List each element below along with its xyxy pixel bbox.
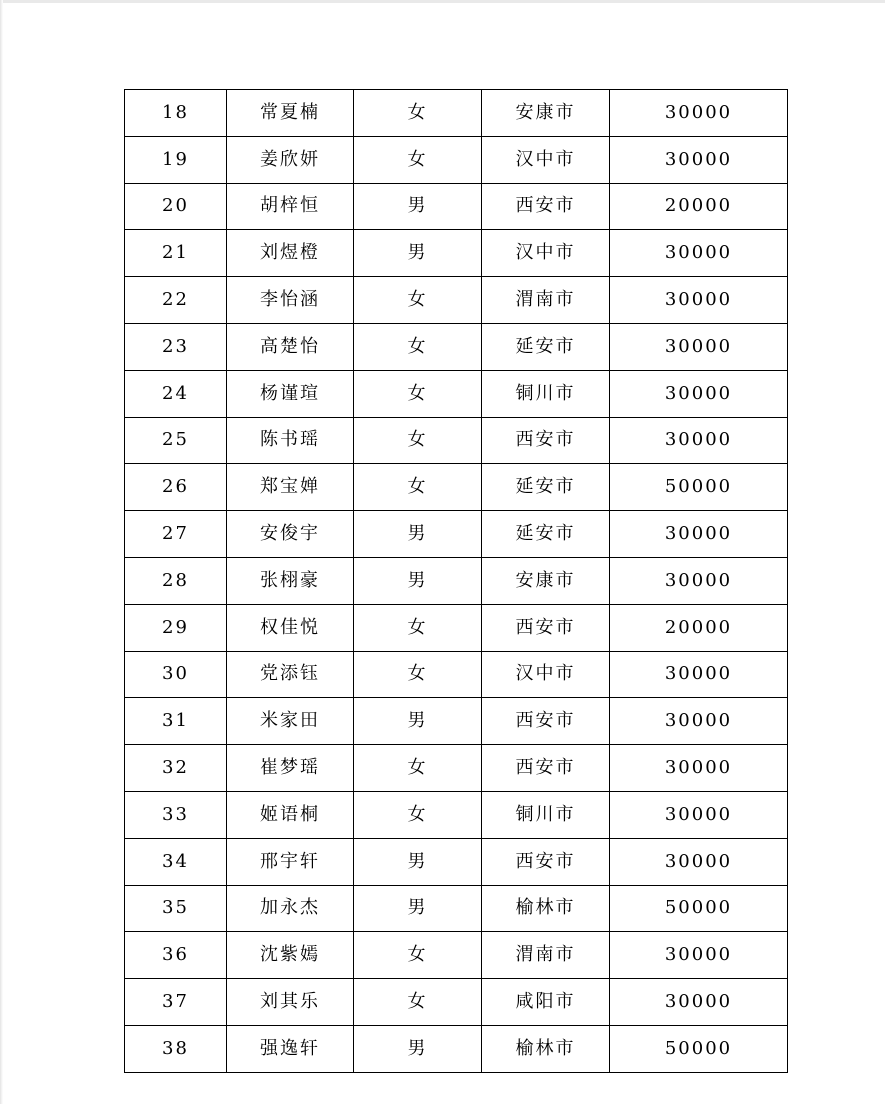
cell-number: 19 bbox=[125, 136, 227, 183]
table-row bbox=[125, 698, 788, 745]
cell-city: 榆林市 bbox=[482, 1025, 610, 1072]
cell-number: 30 bbox=[125, 651, 227, 698]
cell-number: 37 bbox=[125, 979, 227, 1026]
page-top-edge bbox=[0, 0, 885, 3]
cell-amount: 20000 bbox=[610, 604, 788, 651]
cell-name: 米家田 bbox=[227, 698, 354, 745]
cell-gender: 女 bbox=[354, 90, 482, 137]
cell-name: 权佳悦 bbox=[227, 604, 354, 651]
cell-city: 延安市 bbox=[482, 511, 610, 558]
cell-number: 26 bbox=[125, 464, 227, 511]
cell-amount: 30000 bbox=[610, 745, 788, 792]
cell-number: 34 bbox=[125, 838, 227, 885]
roster-table-body bbox=[125, 90, 788, 1073]
cell-city: 汉中市 bbox=[482, 136, 610, 183]
cell-amount: 30000 bbox=[610, 698, 788, 745]
cell-gender: 男 bbox=[354, 557, 482, 604]
cell-number: 32 bbox=[125, 745, 227, 792]
cell-amount: 30000 bbox=[610, 323, 788, 370]
cell-amount: 30000 bbox=[610, 932, 788, 979]
table-row bbox=[125, 745, 788, 792]
table-row bbox=[125, 370, 788, 417]
cell-city: 西安市 bbox=[482, 604, 610, 651]
cell-city: 延安市 bbox=[482, 323, 610, 370]
cell-city: 安康市 bbox=[482, 557, 610, 604]
cell-number: 21 bbox=[125, 230, 227, 277]
cell-name: 刘煜橙 bbox=[227, 230, 354, 277]
cell-city: 西安市 bbox=[482, 183, 610, 230]
cell-name: 崔梦瑶 bbox=[227, 745, 354, 792]
cell-number: 28 bbox=[125, 557, 227, 604]
table-row bbox=[125, 932, 788, 979]
cell-number: 22 bbox=[125, 277, 227, 324]
table-row bbox=[125, 885, 788, 932]
cell-name: 沈紫嫣 bbox=[227, 932, 354, 979]
cell-gender: 女 bbox=[354, 370, 482, 417]
cell-gender: 女 bbox=[354, 604, 482, 651]
cell-amount: 50000 bbox=[610, 464, 788, 511]
cell-name: 高楚怡 bbox=[227, 323, 354, 370]
table-row bbox=[125, 323, 788, 370]
cell-name: 党添钰 bbox=[227, 651, 354, 698]
cell-city: 渭南市 bbox=[482, 277, 610, 324]
cell-city: 铜川市 bbox=[482, 370, 610, 417]
cell-amount: 30000 bbox=[610, 557, 788, 604]
cell-city: 汉中市 bbox=[482, 651, 610, 698]
cell-gender: 女 bbox=[354, 745, 482, 792]
cell-name: 胡梓恒 bbox=[227, 183, 354, 230]
cell-city: 安康市 bbox=[482, 90, 610, 137]
cell-gender: 男 bbox=[354, 1025, 482, 1072]
cell-amount: 30000 bbox=[610, 791, 788, 838]
table-row bbox=[125, 604, 788, 651]
cell-amount: 30000 bbox=[610, 277, 788, 324]
table-row bbox=[125, 838, 788, 885]
cell-number: 31 bbox=[125, 698, 227, 745]
cell-city: 榆林市 bbox=[482, 885, 610, 932]
cell-name: 杨谨瑄 bbox=[227, 370, 354, 417]
table-row bbox=[125, 557, 788, 604]
cell-name: 郑宝婵 bbox=[227, 464, 354, 511]
cell-city: 渭南市 bbox=[482, 932, 610, 979]
table-row bbox=[125, 464, 788, 511]
cell-number: 33 bbox=[125, 791, 227, 838]
cell-number: 27 bbox=[125, 511, 227, 558]
cell-amount: 50000 bbox=[610, 1025, 788, 1072]
cell-name: 陈书瑶 bbox=[227, 417, 354, 464]
cell-amount: 30000 bbox=[610, 417, 788, 464]
cell-gender: 男 bbox=[354, 183, 482, 230]
table-row bbox=[125, 183, 788, 230]
cell-city: 铜川市 bbox=[482, 791, 610, 838]
cell-gender: 女 bbox=[354, 464, 482, 511]
cell-city: 汉中市 bbox=[482, 230, 610, 277]
cell-gender: 男 bbox=[354, 511, 482, 558]
table-row bbox=[125, 791, 788, 838]
cell-amount: 20000 bbox=[610, 183, 788, 230]
cell-name: 常夏楠 bbox=[227, 90, 354, 137]
table-row bbox=[125, 230, 788, 277]
cell-gender: 女 bbox=[354, 932, 482, 979]
cell-amount: 30000 bbox=[610, 230, 788, 277]
cell-name: 安俊宇 bbox=[227, 511, 354, 558]
cell-amount: 30000 bbox=[610, 511, 788, 558]
cell-amount: 50000 bbox=[610, 885, 788, 932]
cell-gender: 男 bbox=[354, 885, 482, 932]
cell-name: 邢宇轩 bbox=[227, 838, 354, 885]
cell-name: 姬语桐 bbox=[227, 791, 354, 838]
cell-number: 35 bbox=[125, 885, 227, 932]
cell-name: 姜欣妍 bbox=[227, 136, 354, 183]
table-row bbox=[125, 277, 788, 324]
cell-amount: 30000 bbox=[610, 838, 788, 885]
cell-amount: 30000 bbox=[610, 136, 788, 183]
table-row bbox=[125, 136, 788, 183]
cell-number: 24 bbox=[125, 370, 227, 417]
cell-number: 38 bbox=[125, 1025, 227, 1072]
cell-name: 加永杰 bbox=[227, 885, 354, 932]
cell-number: 18 bbox=[125, 90, 227, 137]
cell-gender: 女 bbox=[354, 417, 482, 464]
cell-amount: 30000 bbox=[610, 651, 788, 698]
cell-amount: 30000 bbox=[610, 370, 788, 417]
cell-city: 延安市 bbox=[482, 464, 610, 511]
cell-amount: 30000 bbox=[610, 90, 788, 137]
cell-gender: 女 bbox=[354, 791, 482, 838]
roster-table bbox=[124, 89, 788, 1073]
cell-number: 36 bbox=[125, 932, 227, 979]
cell-city: 咸阳市 bbox=[482, 979, 610, 1026]
cell-name: 强逸轩 bbox=[227, 1025, 354, 1072]
cell-name: 张栩豪 bbox=[227, 557, 354, 604]
cell-name: 刘其乐 bbox=[227, 979, 354, 1026]
cell-city: 西安市 bbox=[482, 838, 610, 885]
cell-number: 25 bbox=[125, 417, 227, 464]
table-row bbox=[125, 651, 788, 698]
table-row bbox=[125, 979, 788, 1026]
table-row bbox=[125, 1025, 788, 1072]
cell-gender: 男 bbox=[354, 230, 482, 277]
cell-gender: 男 bbox=[354, 698, 482, 745]
cell-number: 23 bbox=[125, 323, 227, 370]
table-row bbox=[125, 511, 788, 558]
cell-city: 西安市 bbox=[482, 698, 610, 745]
cell-gender: 女 bbox=[354, 277, 482, 324]
cell-gender: 女 bbox=[354, 651, 482, 698]
cell-name: 李怡涵 bbox=[227, 277, 354, 324]
cell-number: 20 bbox=[125, 183, 227, 230]
cell-gender: 女 bbox=[354, 136, 482, 183]
cell-gender: 女 bbox=[354, 323, 482, 370]
cell-city: 西安市 bbox=[482, 417, 610, 464]
table-row bbox=[125, 90, 788, 137]
cell-city: 西安市 bbox=[482, 745, 610, 792]
table-row bbox=[125, 417, 788, 464]
cell-amount: 30000 bbox=[610, 979, 788, 1026]
cell-number: 29 bbox=[125, 604, 227, 651]
page-left-edge bbox=[0, 0, 3, 1104]
cell-gender: 女 bbox=[354, 979, 482, 1026]
cell-gender: 男 bbox=[354, 838, 482, 885]
